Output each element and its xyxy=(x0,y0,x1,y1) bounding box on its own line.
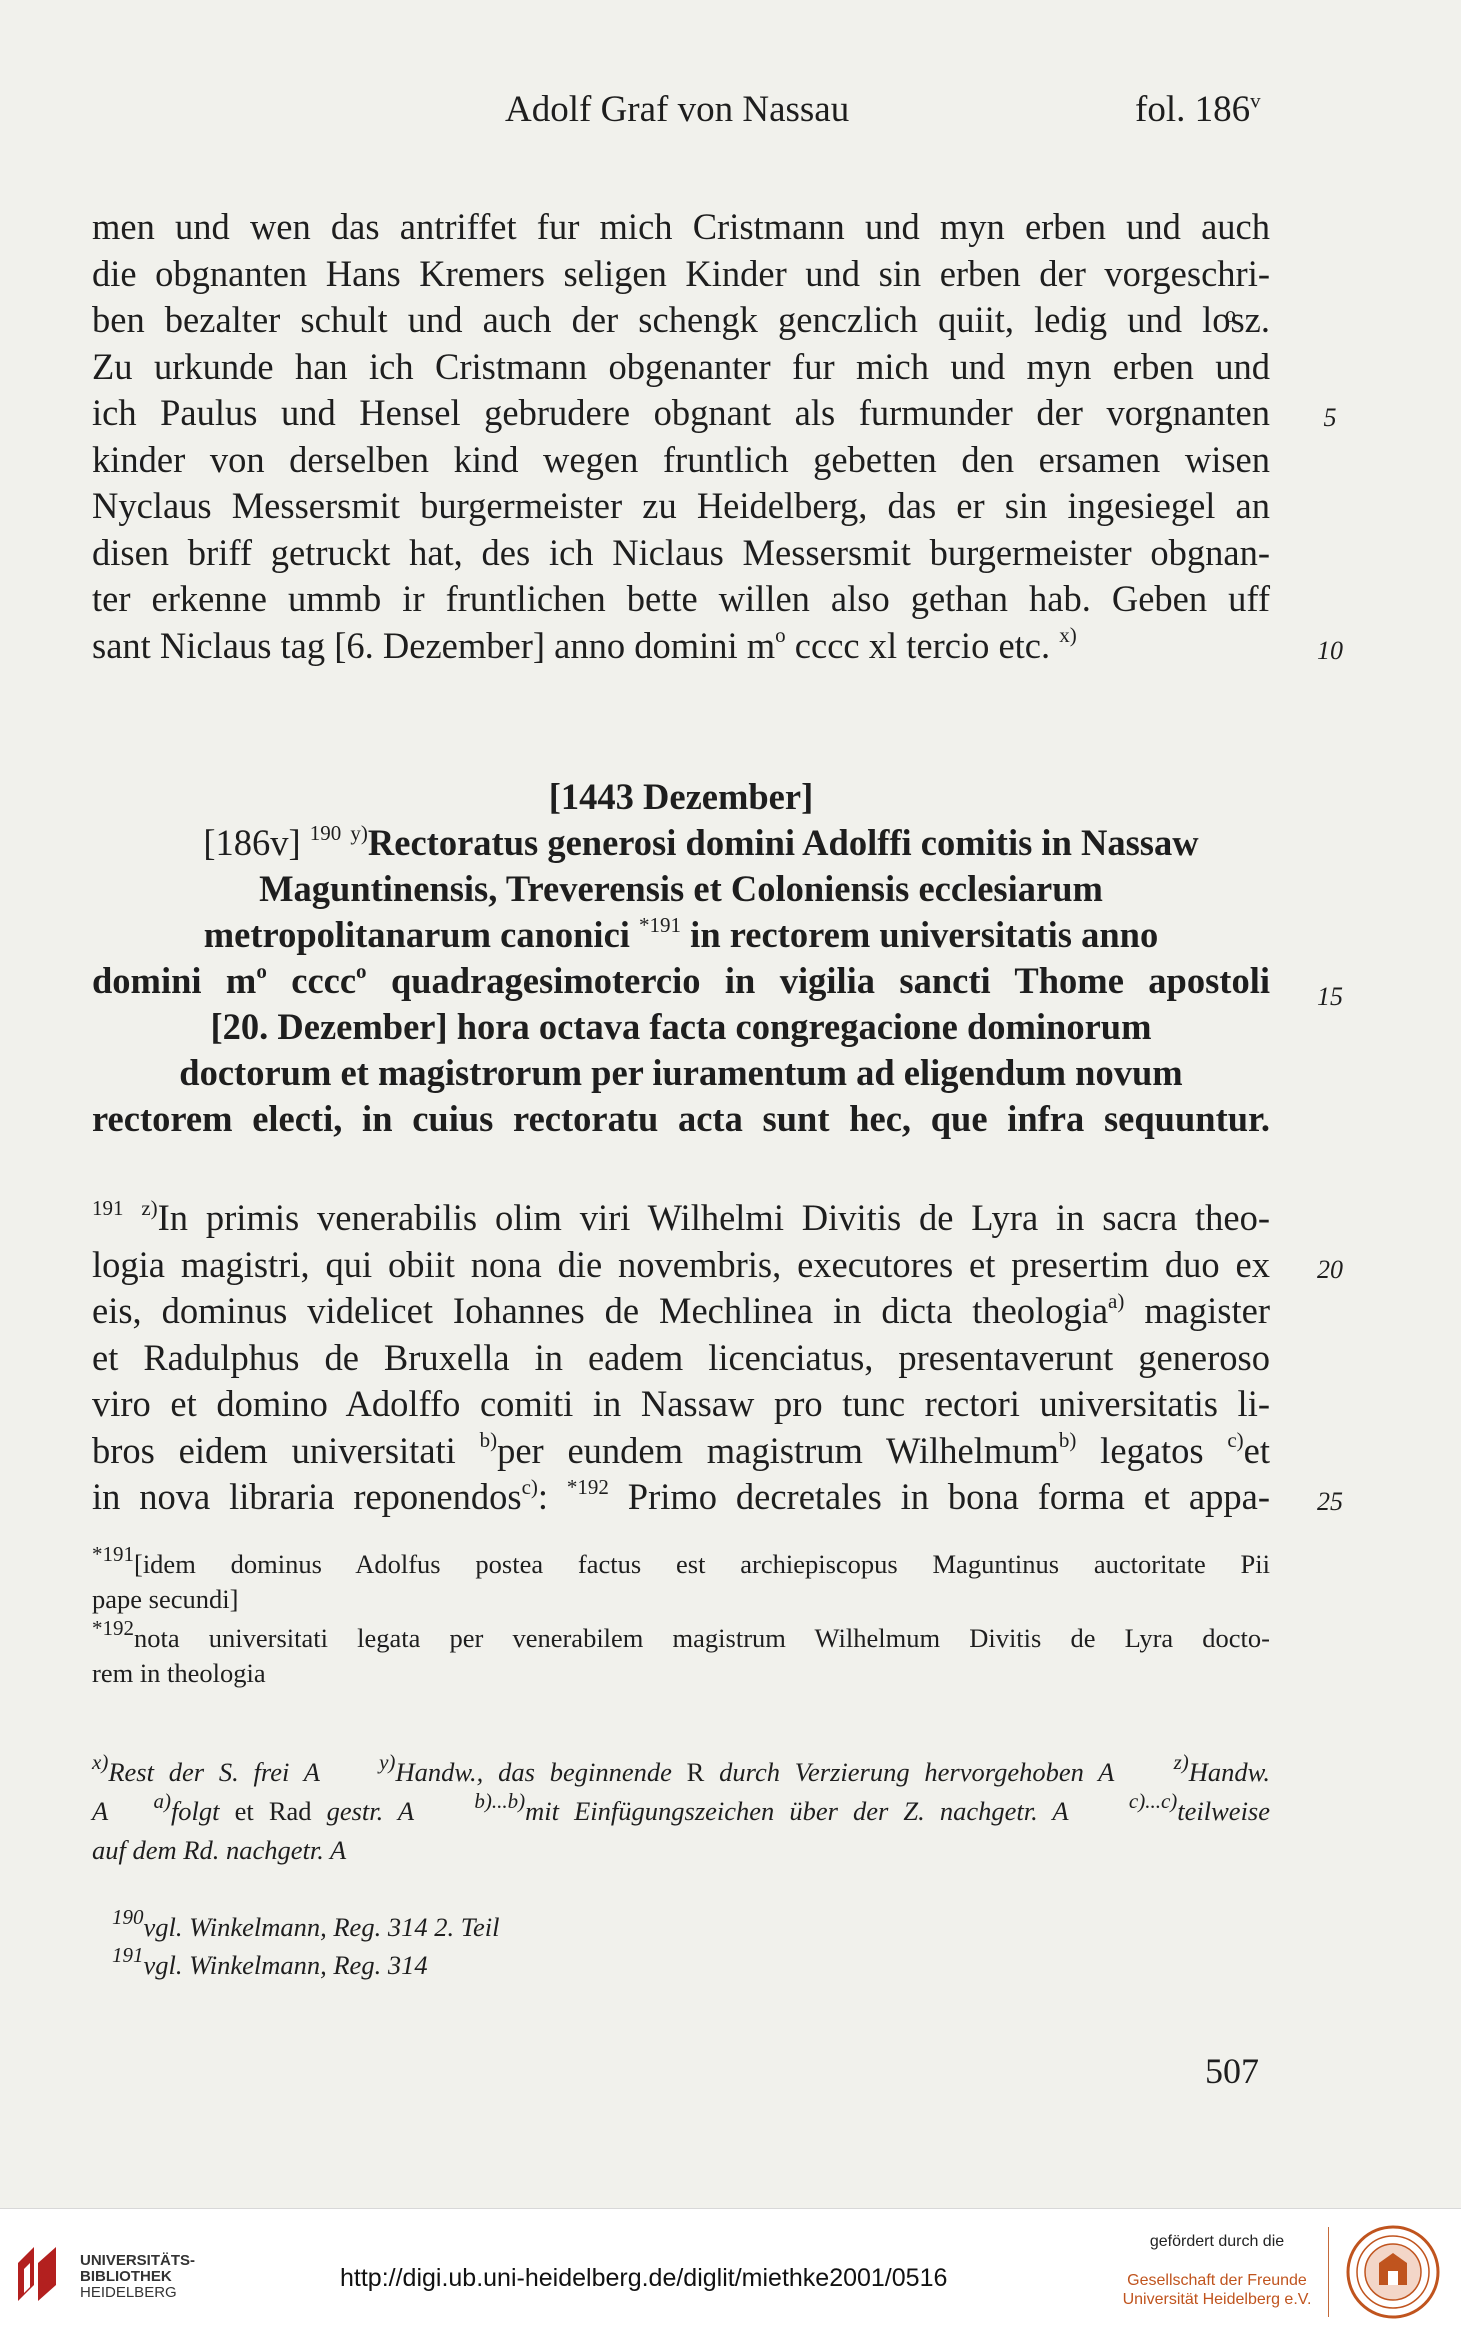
apparatus-text: et Rad xyxy=(219,1796,327,1826)
apparatus-text: R xyxy=(686,1757,705,1787)
reference-num: 191 xyxy=(112,1943,144,1968)
heading-line xyxy=(92,912,1270,958)
body2-text: eis, dominus videlicet Iohannes de Mechlinea in dicta theologia xyxy=(92,1290,1109,1331)
body2-text: per eundem magistrum Wilhelmum xyxy=(497,1429,1059,1471)
body-block-1 xyxy=(92,204,1270,669)
body2-text: : xyxy=(537,1476,567,1517)
body1-line: Zu urkunde han ich Cristmann obgenanter fur mich und myn erben und xyxy=(92,345,1270,387)
sponsor-name: Universität Heidelberg e.V. xyxy=(1122,2291,1312,2308)
heading-line: rectorem electi, in cuius rectoratu acta sunt hec, que infra sequuntur. xyxy=(92,1098,1270,1139)
marginal-notes xyxy=(92,1542,1270,1691)
body1-line: ich Paulus und Hensel gebrudere obgnant als furmunder der vorgnanten xyxy=(92,392,1270,433)
permalink-url[interactable]: http://digi.ub.uni-heidelberg.de/diglit/miethke2001/0516 xyxy=(340,2264,948,2292)
apparatus-text: mit Einfügungszeichen über der Z. nachgetr. A xyxy=(525,1796,1069,1826)
note-mark: a) xyxy=(1108,1288,1125,1313)
heading-text: in rectorem universitatis anno xyxy=(681,914,1159,955)
reference-text: vgl. Winkelmann, Reg. 314 xyxy=(143,1950,428,1980)
body2-line xyxy=(92,1474,1270,1521)
body2-text: legatos xyxy=(1076,1429,1228,1471)
entry-heading xyxy=(92,774,1270,1142)
entry-num: 191 xyxy=(92,1195,124,1220)
sponsor-block xyxy=(1117,2233,1317,2309)
line-number: 25 xyxy=(1317,1487,1343,1516)
apparatus-text: gestr. A xyxy=(326,1796,415,1826)
note-mark: z) xyxy=(1173,1750,1189,1775)
line-number: 15 xyxy=(1317,982,1343,1011)
reference-line xyxy=(112,1943,500,1984)
digitization-footer xyxy=(0,2208,1461,2332)
heading-text: quadragesimotercio in vigilia sancti Thome apostoli xyxy=(366,960,1270,1001)
note-line xyxy=(92,1542,1270,1582)
apparatus-line xyxy=(92,1750,1270,1792)
library-name-line: UNIVERSITÄTS- xyxy=(80,2252,196,2269)
note-mark: *192 xyxy=(92,1616,134,1641)
body1-line: ter erkenne ummb ir fruntlichen bette willen also gethan hab. Geben uff xyxy=(92,578,1270,619)
critical-apparatus xyxy=(92,1750,1271,1870)
apparatus-text: Handw. xyxy=(1188,1757,1270,1787)
body2-text: in nova libraria reponendos xyxy=(92,1476,522,1517)
footer-divider xyxy=(1328,2227,1329,2317)
line-number: 20 xyxy=(1317,1255,1343,1284)
body1-line: ben bezalter schult und auch der schengk genczlich quiit, ledig und loͦsz. xyxy=(92,299,1270,340)
body-block-2 xyxy=(92,1195,1270,1521)
reference-text: vgl. Winkelmann, Reg. 314 2. Teil xyxy=(143,1912,500,1942)
apparatus-line xyxy=(92,1789,1271,1831)
body2-line: logia magistri, qui obiit nona die novembris, executores et presertim duo ex xyxy=(92,1243,1270,1285)
body2-line: et Radulphus de Bruxella in eadem licenciatus, presentaverunt generoso xyxy=(92,1336,1270,1378)
page-number: 507 xyxy=(1205,2051,1259,2091)
body2-line xyxy=(92,1428,1270,1475)
body2-line xyxy=(92,1195,1270,1242)
body2-text: magister xyxy=(1124,1290,1271,1331)
note-mark: *191 xyxy=(92,1542,134,1567)
body2-text: In primis venerabilis olim viri Wilhelmi Divitis de Lyra in sacra theo- xyxy=(157,1197,1270,1238)
heading-line xyxy=(92,820,1270,866)
body1-line: Nyclaus Messersmit burgermeister zu Heidelberg, das er sin ingesiegel an xyxy=(92,485,1270,526)
apparatus-text: durch Verzierung hervorgehoben A xyxy=(704,1757,1115,1787)
body1-line-text: cccc xl tercio etc. xyxy=(785,624,1060,666)
heading-num: 190 xyxy=(309,820,342,845)
note-mark: y) xyxy=(379,1750,396,1775)
apparatus-line: auf dem Rd. nachgetr. A xyxy=(92,1835,347,1865)
note-mark: x) xyxy=(1059,623,1077,648)
note-mark: b) xyxy=(1058,1428,1077,1453)
sponsor-by: gefördert durch die xyxy=(1149,2233,1285,2250)
note-mark: b) xyxy=(479,1428,498,1453)
running-head xyxy=(0,88,1461,138)
degree-mark: o xyxy=(775,623,786,648)
reference-line xyxy=(112,1905,500,1946)
note-line: rem in theologia xyxy=(92,1658,266,1688)
note-mark: c)...c) xyxy=(1128,1789,1178,1814)
note-mark: c) xyxy=(1227,1428,1244,1453)
body2-line: viro et domino Adolffo comiti in Nassaw pro tunc rectori universitatis li- xyxy=(92,1383,1270,1424)
note-mark: x) xyxy=(92,1750,109,1775)
note-text: [idem dominus Adolfus postea factus est archiepiscopus Maguntinus auctoritate Pii xyxy=(134,1549,1270,1579)
body1-line: men und wen das antriffet fur mich Cristmann und myn erben und auch xyxy=(92,206,1270,247)
note-mark: *191 xyxy=(639,912,682,937)
apparatus-text: A xyxy=(92,1796,109,1826)
sponsor-name: Gesellschaft der Freunde xyxy=(1127,2272,1307,2289)
degree-mark: o xyxy=(256,958,267,983)
library-name-line: HEIDELBERG xyxy=(80,2284,177,2301)
apparatus-text: Rest der S. frei A xyxy=(108,1757,320,1787)
library-name-line: BIBLIOTHEK xyxy=(80,2268,172,2285)
line-number: 10 xyxy=(1317,636,1343,665)
note-line xyxy=(92,1616,1270,1656)
heading-fol-ref: [186v] xyxy=(203,822,301,863)
heading-text: domini m xyxy=(92,960,257,1001)
body1-line: disen briff getruckt hat, des ich Niclaus Messersmit burgermeister obgnan- xyxy=(92,531,1270,573)
body2-text: bros eidem universitati xyxy=(92,1429,480,1471)
running-title: Adolf Graf von Nassau xyxy=(505,89,850,130)
note-mark: b)...b) xyxy=(474,1789,526,1814)
folio-text: fol. 186 xyxy=(1135,89,1251,130)
note-mark: y) xyxy=(350,820,368,845)
heading-date: [1443 Dezember] xyxy=(548,776,814,817)
body1-last-line xyxy=(92,623,1270,670)
heading-text: cccc xyxy=(266,960,357,1001)
body1-line-text: sant Niclaus tag [6. Dezember] anno domini m xyxy=(92,624,776,666)
apparatus-text: teilweise xyxy=(1177,1796,1271,1826)
line-number: 5 xyxy=(1323,403,1337,432)
body2-text: Primo decretales in bona forma et appa- xyxy=(608,1476,1270,1517)
body1-line: kinder von derselben kind wegen fruntlich gebetten den ersamen wisen xyxy=(92,438,1270,480)
note-mark: *192 xyxy=(566,1474,609,1499)
note-text: nota universitati legata per venerabilem magistrum Wilhelmum Divitis de Lyra docto- xyxy=(134,1623,1270,1653)
heading-line: [20. Dezember] hora octava facta congregacione dominorum xyxy=(210,1006,1152,1047)
note-line: pape secundi] xyxy=(92,1584,239,1614)
body1-line: die obgnanten Hans Kremers seligen Kinder und sin erben der vorgeschri- xyxy=(92,252,1270,294)
folio-ref xyxy=(1135,88,1261,131)
references xyxy=(112,1905,500,1984)
folio-sup: v xyxy=(1250,88,1261,113)
library-name xyxy=(80,2253,195,2301)
heading-text: Rectoratus generosi domini Adolffi comitis in Nassaw xyxy=(367,822,1199,863)
apparatus-text: folgt xyxy=(170,1796,220,1826)
university-seal-icon xyxy=(1346,2225,1440,2319)
university-library-logo-icon xyxy=(14,2243,60,2305)
reference-num: 190 xyxy=(112,1905,144,1930)
heading-line: Maguntinensis, Treverensis et Coloniensis ecclesiarum xyxy=(259,868,1103,909)
heading-line: doctorum et magistrorum per iuramentum ad eligendum novum xyxy=(179,1052,1183,1093)
body2-line xyxy=(92,1288,1270,1335)
heading-line xyxy=(92,958,1270,1004)
apparatus-text: Handw., das beginnende xyxy=(395,1757,687,1787)
note-mark: a) xyxy=(153,1789,171,1814)
heading-text: metropolitanarum canonici xyxy=(203,914,640,955)
degree-mark: o xyxy=(356,958,367,983)
note-mark: z) xyxy=(141,1195,158,1220)
body2-text: et xyxy=(1243,1429,1271,1471)
note-mark: c) xyxy=(521,1474,538,1499)
